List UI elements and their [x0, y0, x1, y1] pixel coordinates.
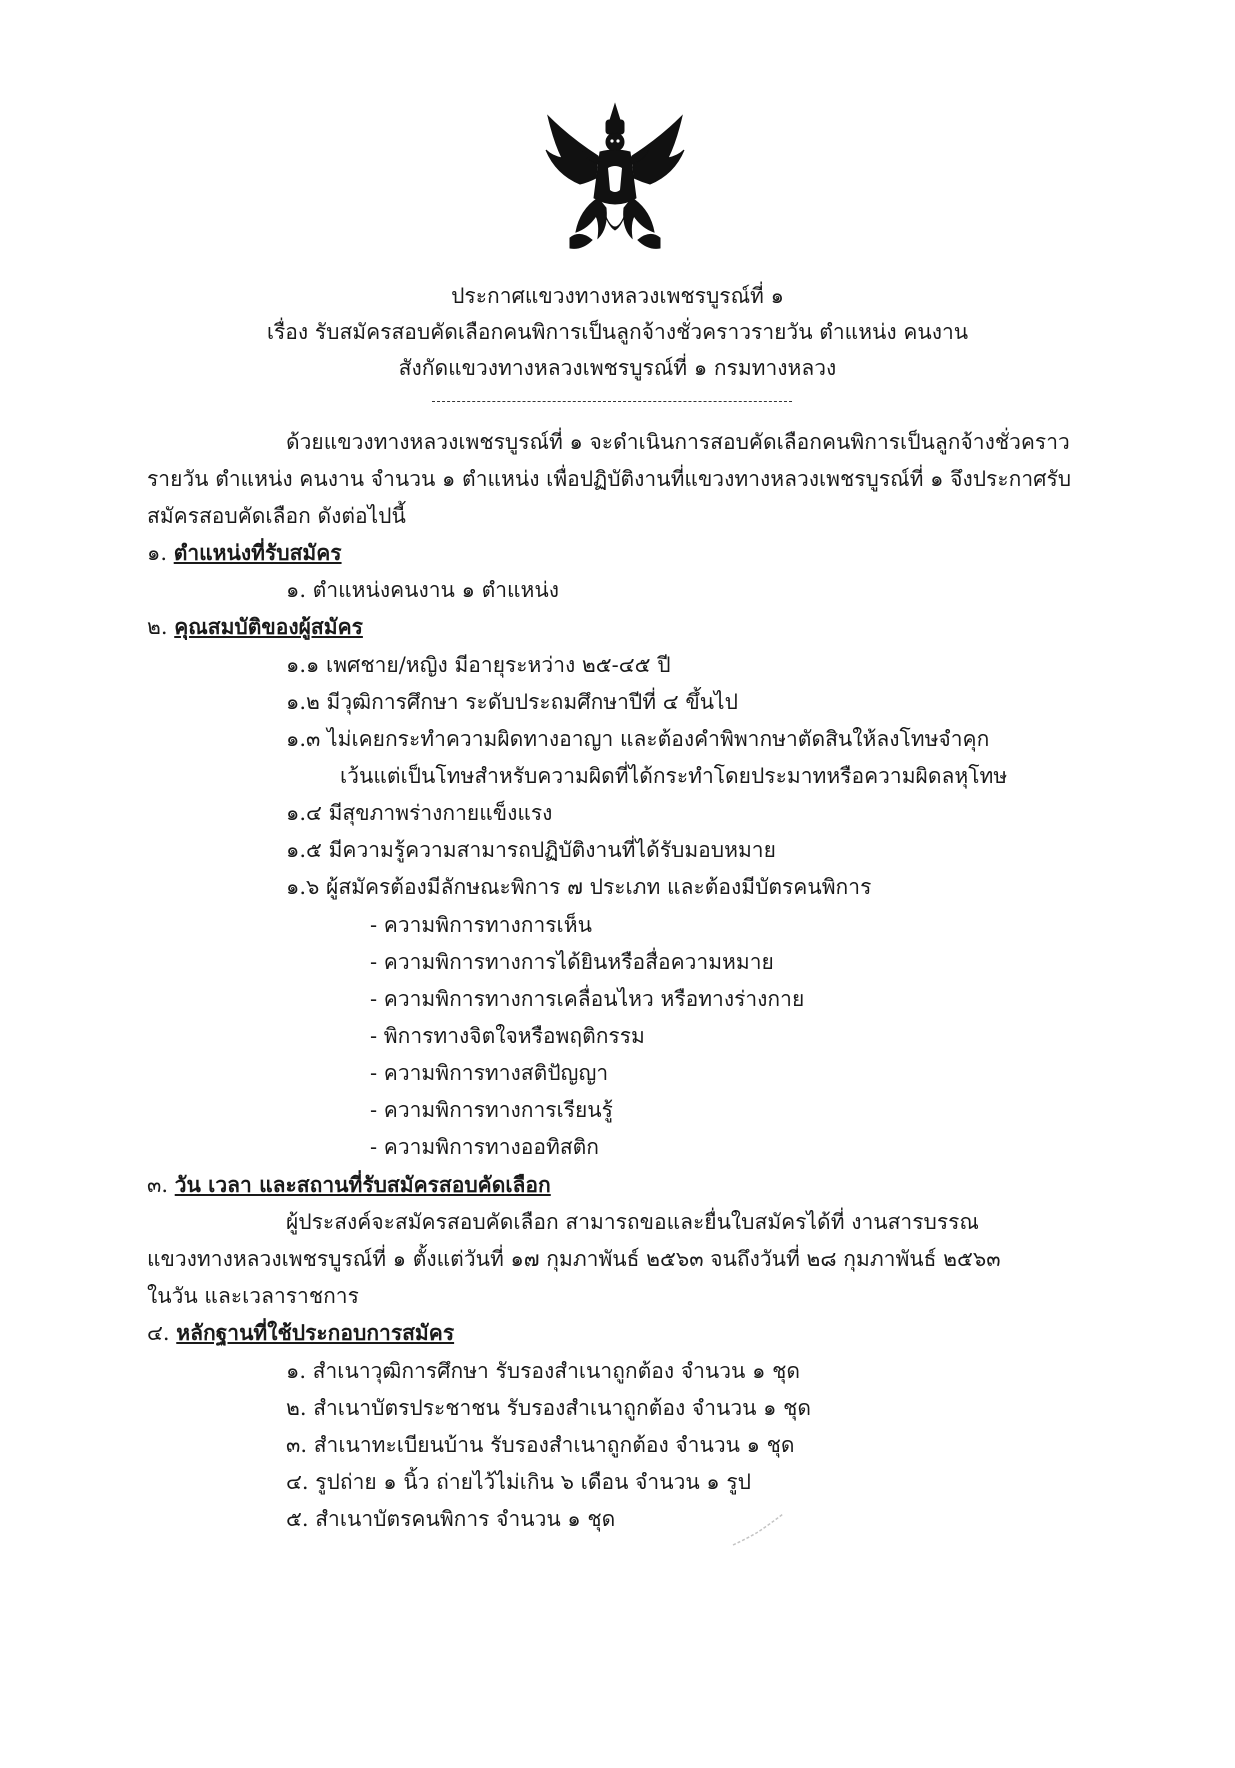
list-item: ๑.๓ ไม่เคยกระทำความผิดทางอาญา และต้องคำพิพากษาตัดสินให้ลงโทษจำคุก: [286, 727, 990, 751]
disability-item: - ความพิการทางออทิสติก: [370, 1135, 600, 1159]
section-title: หลักฐานที่ใช้ประกอบการสมัคร: [176, 1320, 455, 1345]
list-item: ๑.๕ มีความรู้ความสามารถปฏิบัติงานที่ได้รับมอบหมาย: [286, 838, 776, 862]
list-item: ๑.๔ มีสุขภาพร่างกายแข็งแรง: [286, 801, 553, 825]
announcement-title: ประกาศแขวงทางหลวงเพชรบูรณ์ที่ ๑: [451, 284, 784, 308]
section-number: ๒.: [147, 615, 168, 639]
disability-item: - พิการทางจิตใจหรือพฤติกรรม: [370, 1024, 645, 1048]
list-item: ๑.๖ ผู้สมัครต้องมีลักษณะพิการ ๗ ประเภท และต้องมีบัตรคนพิการ: [286, 875, 872, 899]
disability-item: - ความพิการทางการเห็น: [370, 913, 592, 937]
document-item: ๑. สำเนาวุฒิการศึกษา รับรองสำเนาถูกต้อง จำนวน ๑ ชุด: [286, 1359, 800, 1383]
document-item: ๔. รูปถ่าย ๑ นิ้ว ถ่ายไว้ไม่เกิน ๖ เดือน จำนวน ๑ รูป: [286, 1470, 752, 1494]
section-1-heading: [147, 539, 342, 567]
document-item: ๒. สำเนาบัตรประชาชน รับรองสำเนาถูกต้อง จำนวน ๑ ชุด: [286, 1396, 812, 1420]
section-number: ๔.: [147, 1321, 170, 1345]
disability-item: - ความพิการทางการเรียนรู้: [370, 1098, 613, 1122]
list-item-continuation: เว้นแต่เป็นโทษสำหรับความผิดที่ได้กระทำโดยประมาทหรือความผิดลหุโทษ: [340, 764, 1008, 788]
section-3-text: ในวัน และเวลาราชการ: [147, 1284, 359, 1308]
intro-line: ด้วยแขวงทางหลวงเพชรบูรณ์ที่ ๑ จะดำเนินการสอบคัดเลือกคนพิการเป็นลูกจ้างชั่วคราว: [286, 430, 1070, 454]
section-title: ตำแหน่งที่รับสมัคร: [173, 540, 342, 565]
section-4-heading: [147, 1319, 454, 1347]
scan-smudge: [728, 1510, 788, 1550]
section-title: คุณสมบัติของผู้สมัคร: [174, 614, 363, 639]
document-item: ๕. สำเนาบัตรคนพิการ จำนวน ๑ ชุด: [286, 1507, 616, 1531]
intro-line: สมัครสอบคัดเลือก ดังต่อไปนี้: [147, 504, 406, 528]
section-number: ๑.: [147, 541, 168, 565]
section-3-heading: [147, 1171, 551, 1199]
section-3-text: ผู้ประสงค์จะสมัครสอบคัดเลือก สามารถขอและยื่นใบสมัครได้ที่ งานสารบรรณ: [286, 1210, 979, 1234]
list-item: ๑.๑ เพศชาย/หญิง มีอายุระหว่าง ๒๕-๔๕ ปี: [286, 653, 671, 677]
section-number: ๓.: [147, 1173, 169, 1197]
section-3-text: แขวงทางหลวงเพชรบูรณ์ที่ ๑ ตั้งแต่วันที่ ๑๗ กุมภาพันธ์ ๒๕๖๓ จนถึงวันที่ ๒๘ กุมภาพันธ์ ๒๕๖๓: [147, 1247, 1001, 1271]
disability-item: - ความพิการทางการเคลื่อนไหว หรือทางร่างกาย: [370, 987, 805, 1011]
section-title: วัน เวลา และสถานที่รับสมัครสอบคัดเลือก: [174, 1172, 551, 1197]
list-item: ๑. ตำแหน่งคนงาน ๑ ตำแหน่ง: [286, 578, 559, 602]
document-item: ๓. สำเนาทะเบียนบ้าน รับรองสำเนาถูกต้อง จำนวน ๑ ชุด: [286, 1433, 795, 1457]
announcement-subject: เรื่อง รับสมัครสอบคัดเลือกคนพิการเป็นลูกจ้างชั่วคราวรายวัน ตำแหน่ง คนงาน: [266, 320, 969, 344]
disability-item: - ความพิการทางสติปัญญา: [370, 1061, 609, 1085]
announcement-affiliation: สังกัดแขวงทางหลวงเพชรบูรณ์ที่ ๑ กรมทางหลวง: [398, 356, 837, 380]
section-2-heading: [147, 613, 363, 641]
disability-item: - ความพิการทางการได้ยินหรือสื่อความหมาย: [370, 950, 774, 974]
garuda-emblem-icon: [540, 98, 690, 268]
title-divider: [432, 401, 792, 402]
intro-line: รายวัน ตำแหน่ง คนงาน จำนวน ๑ ตำแหน่ง เพื่อปฏิบัติงานที่แขวงทางหลวงเพชรบูรณ์ที่ ๑ จึงประกาศรับ: [147, 467, 1072, 491]
list-item: ๑.๒ มีวุฒิการศึกษา ระดับประถมศึกษาปีที่ ๔ ขึ้นไป: [286, 690, 738, 714]
